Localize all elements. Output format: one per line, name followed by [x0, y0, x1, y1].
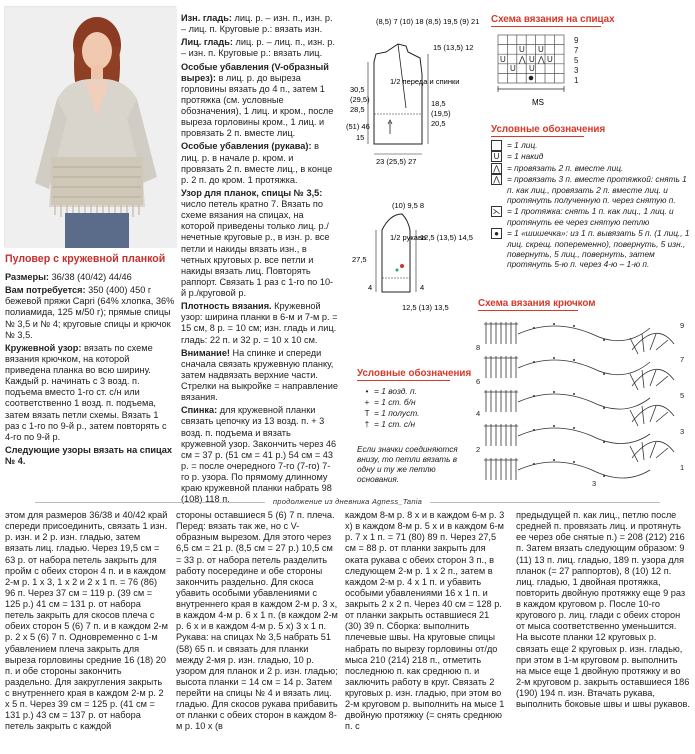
crochet-legend-note: Если значки соединяются внизу, то петли вязать в одну и ту же петлю основания.	[357, 445, 458, 484]
bottom-column-text: стороны оставшиеся 5 (6) 7 п. плеча. Перед: вязать так же, но с V-образным вырезом. Для этого через 6,5 см = 21 р. (8,5 см = 27 р.) 10,5 см = 33 р. от набора петель разделить работу посередине и обе стороны закончить раздельно. Для скоса убавить особыми убавлениями с внутреннего края в каждом 2-м р. 3 х, в каждом 4-м р. 6 х 1 п. (в каждом 2-м р. 6 х и в каждом 4-м р. 5 х) 3 х 1 п. Рукава: на спицах № 3,5 набрать 51 (58) 65 п. и связать для планки между 2-мя р. изн. гладью, 10 р. узором для планок и 2 р. изн. гладью; высота планки = 14 см = 14 р. Затем перейти на спицы № 4 и вязать лиц. гладью. Для скосов рукава прибавить от планки с обеих сторон в каждом 8-м р. 10 х (в	[176, 510, 338, 732]
crochet-legend-text: = 1 возд. п.	[374, 386, 417, 396]
col2-value: На спинке и спереди сначала связать кружевную планку, затем надвязать верхние части. Стрелки на выкройке = направление вязания.	[181, 347, 338, 403]
crochet-legend-item	[360, 408, 420, 419]
label-h1: 30,5	[350, 85, 365, 94]
photo-illustration	[5, 7, 177, 248]
svg-text:⋀: ⋀	[519, 55, 526, 64]
bottom-column-3	[345, 510, 508, 733]
label-sleeve-h2: 27,5	[352, 255, 367, 264]
svg-text:U: U	[500, 55, 506, 64]
label-sleeve-h1: 12,5 (13,5) 14,5	[420, 233, 473, 242]
knit-rapport-label: MS	[532, 98, 544, 107]
chain-stitch-icon: •	[365, 386, 369, 396]
knit-legend-item	[491, 228, 691, 270]
knit-row-number: 7	[574, 46, 579, 55]
bottom-column-text: предыдущей п. как лиц., петлю после средней п. провязать лиц. и протянуть ее через обе снятые п.) = 208 (212) 216 п. Затем вязать следующим образом: 9 (11) 13 п. лиц. гладью, 189 п. узора для планок (= 27 раппортов), 8 (10) 12 п. лиц. гладью, 1 двойная протяжка, повторить двойную протяжку еще 9 раз в каждом круговом р. После 10-го кругового р. лиц. глади с обеих сторон от мыса соответственно уменьшится. На высоте планки 12 круговых р. связать еще 2 круговых р. изн. гладью, при этом в 1-м круговом р. выполнить на мысе еще 1 двойную протяжку и во 2-м круговом р. закрыть оставшиеся 186 (190) 194 п. изн. Втачать рукава, выполнить боковые швы и швы рукавов.	[516, 510, 690, 710]
crochet-chart-title: Схема вязания крючком	[478, 298, 596, 309]
label-h4: 18,5	[431, 99, 446, 108]
footer-rule-right	[430, 502, 660, 503]
materials-label: Вам потребуется:	[5, 285, 86, 296]
crochet-legend-divider	[357, 380, 450, 381]
col2-label: Особые убавления (V-образный вырез):	[181, 61, 329, 83]
label-half-sleeve: 1/2 рукава	[390, 233, 427, 242]
col2-label: Узор для планок, спицы № 3,5:	[181, 187, 323, 198]
sizes-value: 36/38 (40/42) 44/46	[51, 272, 132, 282]
col2-label: Изн. гладь:	[181, 13, 232, 23]
col2-label: Лиц. гладь:	[181, 37, 233, 48]
body-schematic	[346, 14, 480, 184]
knit-legend-title: Условные обозначения	[491, 124, 606, 135]
label-h2: (29,5)	[350, 95, 370, 104]
label-hem: (51) 46	[346, 122, 370, 131]
footer-text: продолжение из дневника Agness_Tania	[272, 497, 423, 506]
continuation-note	[0, 497, 695, 506]
k2tog-icon: ⋀	[491, 163, 502, 174]
col2-label: Плотность вязания.	[181, 301, 272, 312]
knit-row-number: 1	[574, 76, 579, 85]
label-h3: 28,5	[350, 105, 365, 114]
label-h7: 15	[356, 133, 365, 142]
knit-legend-text: = 1 протяжка: снять 1 п. как лиц., 1 лиц. и протянуть ее через снятую петлю	[507, 206, 674, 227]
knit-legend-item	[491, 206, 691, 227]
crochet-legend-item	[360, 386, 420, 397]
knit-chart-divider	[491, 26, 601, 27]
skp-icon: ⋋	[492, 207, 501, 217]
patterns-heading: Следующие узоры вязать на спицах № 4.	[5, 444, 173, 466]
crochet-row-number: 9	[680, 321, 685, 330]
label-sleeve-bottom: 12,5 (13) 13,5	[402, 303, 449, 312]
svg-text:U: U	[529, 64, 535, 73]
label-h6: 20,5	[431, 119, 446, 128]
knit-stitch-icon	[491, 140, 502, 151]
yarn-over-icon: U	[491, 151, 502, 162]
model-photo	[4, 6, 176, 247]
knit-legend-text: = 1 накид	[507, 151, 544, 162]
column-2	[181, 13, 338, 505]
col2-label: Спинка:	[181, 405, 218, 416]
crochet-legend-text: = 1 ст. б/н	[374, 397, 416, 407]
crochet-legend	[360, 386, 420, 430]
knit-legend-text: = провязать 3 п. вместе протяжкой: снять 1 п. как лиц., провязать 2 п. вместе лиц. и протянуть полученную п. через снятую п.	[507, 174, 687, 206]
crochet-legend-text: = 1 ст. с/н	[374, 419, 416, 429]
knit-legend-item	[491, 140, 691, 150]
col2-label: Внимание!	[181, 347, 230, 358]
label-h5: (19,5)	[431, 109, 451, 118]
col2-value: для кружевной планки связать цепочку из 13 возд. п. + 3 возд. п. подъема и вязать кружевной узор. Закончить через 46 см = 37 р. (51 см = 41 р.) 54 см = 43 р. = после очередного 7-го (7-го) 7-го р. узора. По прямому длинному краю кружевной планки набрать 98 (108) 118 п.	[181, 405, 337, 505]
knit-legend-item	[491, 151, 691, 161]
knit-legend-divider	[491, 136, 584, 137]
crochet-chart-divider	[478, 310, 578, 311]
crochet-row-number: 7	[680, 355, 685, 364]
half-double-icon: T	[364, 408, 370, 418]
label-sleeve-h3: 4	[368, 283, 373, 292]
knit-chart-grid	[496, 33, 596, 111]
col2-value: лиц. р. – лиц. п., изн. р. – изн. п. Круговые р.: вязать лиц.	[181, 37, 335, 59]
knit-chart-title: Схема вязания на спицах	[491, 14, 615, 25]
svg-text:U: U	[529, 55, 535, 64]
crochet-extra-row: 3	[592, 479, 597, 488]
col2-value: Кружевной узор: ширина планки в 6-м и 7-м р. = 15 см, 8 р. = 10 см; изн. гладь и лиц. гладь: 22 п. и 32 р. = 10 х 10 см.	[181, 301, 338, 345]
bottom-column-text: каждом 8-м р. 8 х и в каждом 6-м р. 3 х) в каждом 8-м р. 5 х и в каждом 6-м р. 7 х 1 п. = 71 (80) 89 п. Через 27,5 см = 88 р. от планки закрыть для оката рукава с обеих сторон 3 п., в следующем 2-м р. 1 х 2 п., затем в каждом 2-м р. 4 х 1 п. и убавить особыми убавлениями 16 х 1 п. и закрыть 2 х 2 п. Через 40 см = 128 р. от планки закрыть оставшиеся 21 (30) 39 п. Сборка: выполнить плечевые швы. На круговые спицы набрать по вырезу горловины от/до мыса 210 (214) 218 п., отметить последнюю п. как среднюю п. и заключить работу в круг. Связать 2 круговых р. изн. гладью, при этом во 2-м круговом р. выполнить на мысе 1 двойную протяжку (= снять среднюю п. с	[345, 510, 505, 732]
knit-row-number: 3	[574, 66, 579, 75]
col2-value: в лиц. р. до выреза горловины вязать до 4 п., затем 1 протяжка (см. условные обозначения), 1 лиц. и кром., после выреза горловины кром., 1 лиц. и провязать 2 п. вместе лиц.	[181, 72, 334, 139]
label-neck-depth: 15 (13,5) 12	[433, 43, 474, 52]
lace-label: Кружевной узор:	[5, 342, 82, 353]
bottom-column-4	[516, 510, 690, 710]
col2-value: лиц. р. – изн. п., изн. р. – лиц. п. Круговые р.: вязать изн.	[181, 13, 333, 35]
crochet-row-number: 3	[680, 427, 685, 436]
single-crochet-icon: +	[364, 397, 370, 407]
article-title: Пуловер с кружевной планкой	[5, 253, 166, 265]
label-bottom: 23 (25,5) 27	[376, 157, 417, 166]
label-sleeve-side: 4	[420, 283, 425, 292]
lace-value: вязать по схеме вязания крючком, на которой приведена планка во всю ширину. Каждый р. начинать с 3 возд. п. подъема вместо 1-го ст. с/н или соответственно 1 возд. п. подъема, затем вязать петли схемы. Вязать 1 раз с 1-го по 9-й р., затем повторять с 4-го по 9-й р.	[5, 342, 167, 442]
crochet-legend-text: = 1 полуст.	[374, 408, 420, 418]
crochet-legend-item	[360, 397, 420, 408]
bottom-column-text: этом для размеров 36/38 и 40/42 край спереди присоединить, связать 1 изн. р. изн. и 2 р. изн. гладью, затем вязать лиц. гладью. Через 19,5 см = 63 р. от набора петель закрыть для пройм с обеих сторон 4 п. и в каждом 2-м р. 1 х 3, 1 х 2 и 2 х 1 п. = 76 (86) 96 п. Через 37 см = 119 р. (39 см = 125 р.) 41 см = 131 р. от набора петель закрыть для скосов плеча с обеих сторон 5 (6) 7 п. и в каждом 2-м р. 2 х 5 (6) 7 п. Одновременно с 1-м убавлением плеча закрыть для выреза горловины средние 16 (18) 20 п. и обе стороны закончить раздельно. Для закругления закрыть с внутреннего края в каждом 2-м р. 2 х 5 п. Через 39 см = 125 р. (41 см = 131 р.) 43 см = 137 р. от набора петель закрыть с каждой	[5, 510, 168, 732]
sk2p-icon: ⋀	[491, 174, 502, 185]
crochet-legend-title: Условные обозначения	[357, 368, 472, 379]
crochet-row-number: 2	[476, 445, 481, 454]
svg-text:U: U	[538, 45, 544, 54]
col2-label: Особые убавления (рукава):	[181, 141, 312, 152]
crochet-row-number: 5	[680, 391, 685, 400]
svg-text:U: U	[510, 64, 516, 73]
sleeve-schematic	[352, 200, 473, 330]
crochet-row-number: 8	[476, 343, 481, 352]
knit-legend-text: = 1 «шишечка»: из 1 п. вывязать 5 п. (1 лиц., 1 лиц. скрещ. попеременно), повернуть, 5 изн., повернуть, 5 лиц., повернуть, затем протянуть 5-ю п. через 4-ю – 1-ю п.	[507, 228, 690, 270]
knit-legend-text: = провязать 2 п. вместе лиц.	[507, 162, 624, 173]
crochet-row-number: 4	[476, 409, 481, 418]
col2-value: в лиц. р. в начале р. кром. и провязать 2 п. вместе лиц., в конце р. 2 п. до кром. 1 протяжка.	[181, 141, 333, 185]
label-sleeve-top: (10) 9,5 8	[392, 201, 425, 210]
label-top-widths: (8,5) 7 (10) 18 (8,5) 19,5 (9) 21	[376, 17, 480, 26]
materials-value: 350 (400) 450 г бежевой пряжи Capri (64% хлопка, 36% полиамида, 125 м/50 г); прямые спицы № 3,5 и № 4; круговые спицы и крючок № 3,5.	[5, 285, 175, 340]
svg-text:U: U	[547, 55, 553, 64]
knit-legend-item	[491, 163, 691, 173]
bottom-column-2	[176, 510, 338, 733]
crochet-legend-item	[360, 419, 420, 430]
col2-value: число петель кратно 7. Вязать по схеме вязания на спицах, на которой приведены только лиц. р./нечетные круговые р., в изн. р. все петли и накиды вязать изн., в четных круговых р. все петли и накиды вязать лиц. Повторять раппорт. Связать 1 раз с 1-го по 10-й р./круговой р.	[181, 199, 334, 298]
bobble-icon: ●	[491, 228, 502, 239]
knit-row-number: 5	[574, 56, 579, 65]
sizes-label: Размеры:	[5, 272, 49, 282]
bottom-column-1	[5, 510, 168, 733]
crochet-row-number: 1	[680, 463, 685, 472]
crochet-chart	[474, 314, 692, 490]
label-half-front-back: 1/2 переда и спинки	[390, 77, 460, 86]
footer-rule-left	[35, 502, 265, 503]
knit-legend-item	[491, 174, 691, 205]
double-crochet-icon: †	[364, 419, 370, 429]
knit-legend	[491, 140, 691, 270]
column-1	[5, 272, 175, 467]
crochet-row-number: 6	[476, 377, 481, 386]
knit-legend-text: = 1 лиц.	[507, 140, 538, 150]
svg-text:⋀: ⋀	[538, 55, 545, 64]
svg-text:U: U	[519, 45, 525, 54]
knit-row-number: 9	[574, 36, 579, 45]
